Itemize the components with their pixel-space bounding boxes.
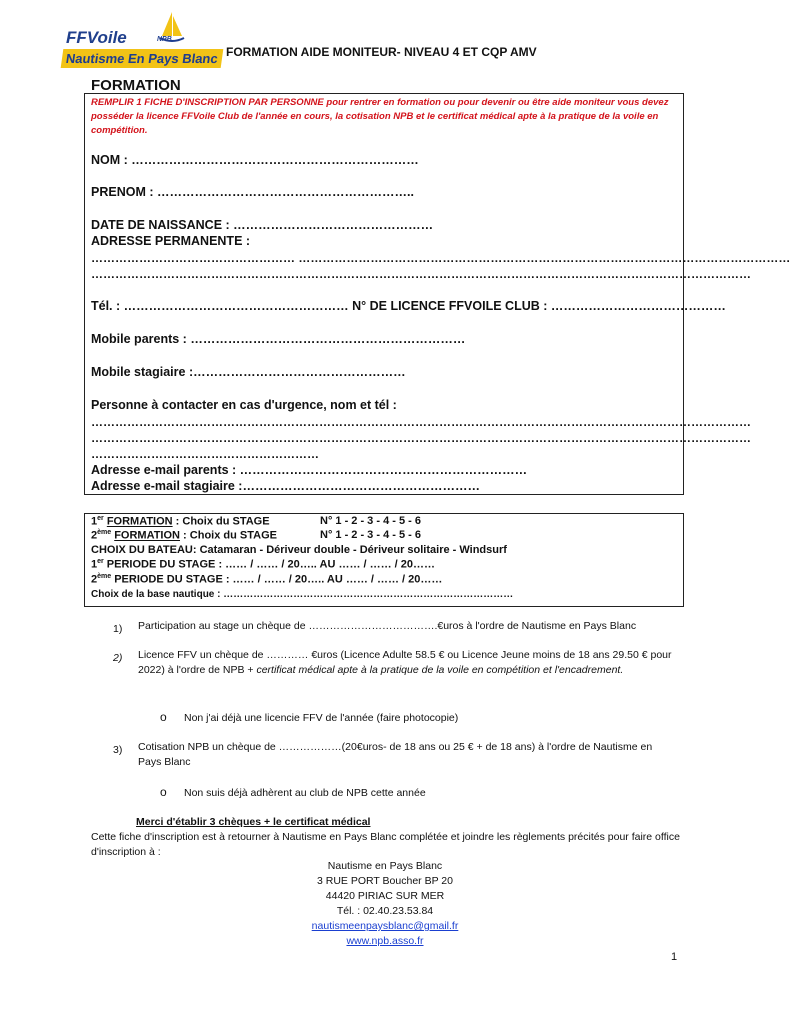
email-parents-field[interactable]: Adresse e-mail parents : …………………………………………………………… <box>91 463 528 477</box>
date-naissance-field[interactable]: DATE DE NAISSANCE : ………………………………………… <box>91 218 434 232</box>
payment-3-text: Cotisation NPB un chèque de ………………(20€uros- de 18 ans ou 25 € + de 18 ans) à l'ordre de Nautisme en Pays Blanc <box>138 741 653 768</box>
nom-field[interactable]: NOM : …………………………………………………………… <box>91 153 419 167</box>
payment-3-number: 3) <box>113 744 123 756</box>
email-stagiaire-field[interactable]: Adresse e-mail stagiaire :………………………………………………… <box>91 479 480 493</box>
web-link[interactable]: www.npb.asso.fr <box>346 935 424 947</box>
checkbox-adherent[interactable]: o <box>160 785 167 799</box>
prenom-field[interactable]: PRENOM : …………………………………………………….. <box>91 185 414 199</box>
org-street: 3 RUE PORT Boucher BP 20 <box>317 875 453 887</box>
periode-2-row[interactable]: 2ème PERIODE DU STAGE : …… / …… / 20….. AU …… / …… / 20…… <box>91 573 443 586</box>
formation-2-row: 2ème FORMATION : Choix du STAGE <box>91 529 277 542</box>
page-number: 1 <box>671 951 678 963</box>
email-link-wrap <box>0 920 770 932</box>
adresse-line-1[interactable]: …………………………………………… …………………………………………………………………………………………………………… <box>91 251 790 265</box>
mobile-stagiaire-field[interactable]: Mobile stagiaire :…………………………………………… <box>91 365 406 379</box>
payment-1-text: Participation au stage un chèque de ……………………………….€uros à l'ordre de Nautisme en Pays Blanc <box>138 620 637 632</box>
nautisme-logo: Nautisme En Pays Blanc <box>61 49 223 68</box>
section-title: FORMATION <box>91 77 181 94</box>
checkbox-licence[interactable]: o <box>160 710 167 724</box>
base-nautique-row[interactable]: Choix de la base nautique : …………………………………………………………………………… <box>91 589 514 600</box>
org-name: Nautisme en Pays Blanc <box>327 860 443 872</box>
bateau-choice[interactable]: CHOIX DU BATEAU: Catamaran - Dériveur double - Dériveur solitaire - Windsurf <box>91 544 507 556</box>
urgence-label: Personne à contacter en cas d'urgence, nom et tél : <box>91 398 397 412</box>
checkbox-adherent-label: Non suis déjà adhèrent au club de NPB cette année <box>184 787 426 799</box>
org-city: 44420 PIRIAC SUR MER <box>325 890 445 902</box>
formation-1-row: 1er FORMATION : Choix du STAGE <box>91 515 270 528</box>
formation-1-numbers[interactable]: N° 1 - 2 - 3 - 4 - 5 - 6 <box>320 515 421 527</box>
npb-sail-logo <box>158 10 186 50</box>
formation-2-numbers[interactable]: N° 1 - 2 - 3 - 4 - 5 - 6 <box>320 529 421 541</box>
ffvoile-logo: FFVoile <box>66 28 127 47</box>
checkbox-licence-label: Non j'ai déjà une licencie FFV de l'année (faire photocopie) <box>184 712 459 724</box>
document-title: FORMATION AIDE MONITEUR- NIVEAU 4 ET CQP AMV <box>226 45 537 59</box>
org-tel: Tél. : 02.40.23.53.84 <box>336 905 434 917</box>
payment-1-number: 1) <box>113 623 123 635</box>
periode-1-row[interactable]: 1er PERIODE DU STAGE : …… / …… / 20….. AU …… / …… / 20…… <box>91 558 436 571</box>
mobile-parents-field[interactable]: Mobile parents : ………………………………………………………… <box>91 332 466 346</box>
npb-logo-text: NPB <box>157 36 172 43</box>
urgence-line-1[interactable]: ………………………………………………………………………………………………………………………………………………… <box>91 415 751 429</box>
web-link-wrap <box>0 935 770 947</box>
tel-licence-field[interactable]: Tél. : ……………………………………………… N° DE LICENCE FFVOILE CLUB : …………………………………… <box>91 299 726 313</box>
payment-2-number: 2) <box>113 652 123 664</box>
adresse-label: ADRESSE PERMANENTE : <box>91 234 251 248</box>
urgence-line-2[interactable]: ………………………………………………………………………………………………………………………………………………… <box>91 431 751 445</box>
email-link[interactable]: nautismeenpaysblanc@gmail.fr <box>311 920 459 932</box>
registration-notice: REMPLIR 1 FICHE D'INSCRIPTION PAR PERSONNE pour rentrer en formation ou pour devenir ou être aide moniteur vous devez posséder la licence FFVoile Club de l'année en cours, la cotisation NPB et le certificat médical apte à la pratique de la voile en compétition. <box>91 97 669 136</box>
urgence-line-3[interactable]: ………………………………………………… <box>91 447 319 461</box>
merci-line: Merci d'établir 3 chèques + le certificat médical <box>136 816 371 828</box>
adresse-line-2[interactable]: ………………………………………………………………………………………………………………………………………………… <box>91 267 751 281</box>
payment-2-text: Licence FFV un chèque de ………… €uros (Licence Adulte 58.5 € ou Licence Jeune moins de 18 ans 29.50 € pour 2022) à l'ordre de NPB + certificat médical apte à la pratique de la voile en compétition et l'encadrement. <box>138 649 672 676</box>
instructions: Cette fiche d'inscription est à retourner à Nautisme en Pays Blanc complétée et joindre les règlements précités pour faire office d'inscription à : <box>91 831 680 858</box>
